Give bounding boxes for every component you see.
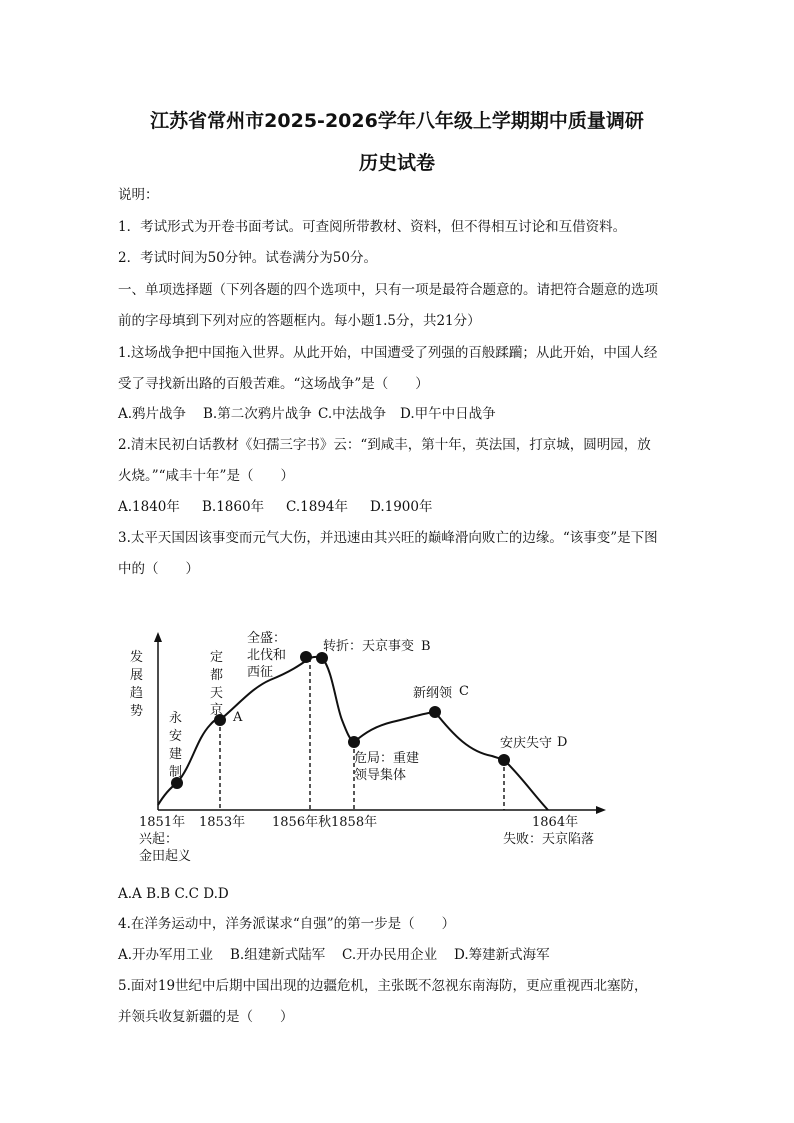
xingangling-label: 新纲领 — [413, 686, 453, 701]
quansheng-line: 北伐和 — [247, 648, 287, 663]
q3-stem-line1: 3.太平天国因该事变而元气大伤，并迅速由其兴旺的巅峰滑向败亡的边缘。“该事变”是下图 — [118, 530, 658, 546]
x-label-1864: 1864年 — [532, 815, 579, 830]
notes-label: 说明： — [118, 187, 159, 203]
q1-option-c: C.中法战争 — [318, 406, 387, 422]
section1-instructions-line2: 前的字母填到下列对应的答题框内。每小题1.5分，共21分） — [118, 313, 481, 329]
q2-option-a: A.1840年 — [118, 499, 180, 515]
yongan-char: 建 — [169, 747, 183, 762]
q2-stem-line2: 火烧。”“咸丰十年”是（ ） — [118, 468, 294, 484]
yongan-char: 安 — [169, 729, 183, 744]
dingdu-char: 都 — [210, 668, 224, 683]
y-label-char: 趋 — [130, 686, 144, 701]
y-axis-arrow-icon — [154, 632, 162, 642]
label-b: B — [421, 639, 431, 654]
quansheng-line: 全盛： — [247, 631, 287, 646]
q1-option-b: B.第二次鸦片战争 — [203, 406, 312, 422]
dingdu-char: 京 — [210, 703, 224, 718]
q2-option-b: B.1860年 — [202, 499, 265, 515]
q4-option-a: A.开办军用工业 — [118, 947, 214, 963]
start-note-line1: 兴起： — [139, 832, 179, 847]
weiju-line: 危局：重建 — [354, 751, 420, 766]
x-label-1851: 1851年 — [139, 815, 186, 830]
q5-stem-line2: 并领兵收复新疆的是（ ） — [118, 1009, 294, 1025]
dingdu-char: 天 — [210, 686, 224, 701]
quansheng-line: 西征 — [247, 665, 274, 680]
q2-option-c: C.1894年 — [286, 499, 348, 515]
q4-option-b: B.组建新式陆军 — [230, 947, 326, 963]
point-c — [429, 706, 441, 718]
point-quansheng — [300, 651, 312, 663]
q5-stem-line1: 5.面对19世纪中后期中国出现的边疆危机，主张既不忽视东南海防，更应重视西北塞防， — [118, 978, 648, 994]
y-label-char: 势 — [130, 704, 144, 719]
y-label-char: 发 — [130, 650, 144, 665]
x-label-1853: 1853年 — [199, 815, 246, 830]
x-axis-arrow-icon — [596, 806, 606, 814]
q3-stem-line2: 中的（ ） — [118, 561, 199, 577]
y-label-char: 展 — [130, 668, 144, 683]
note-1: 1．考试形式为开卷书面考试。可查阅所带教材、资料，但不得相互讨论和互借资料。 — [118, 219, 627, 235]
q4-option-d: D.筹建新式海军 — [454, 947, 550, 963]
label-d: D — [557, 735, 568, 750]
exam-subtitle: 历史试卷 — [358, 152, 435, 174]
note-2: 2．考试时间为50分钟。试卷满分为50分。 — [118, 250, 377, 266]
yongan-char: 制 — [169, 765, 183, 780]
label-a: A — [233, 710, 243, 725]
q3-options: A.A B.B C.C D.D — [118, 886, 229, 902]
point-weiju — [348, 736, 360, 748]
section1-instructions-line1: 一、单项选择题（下列各题的四个选项中，只有一项是最符合题意的。请把符合题意的选项 — [118, 282, 658, 298]
q1-option-d: D.甲午中日战争 — [400, 406, 496, 422]
exam-title: 江苏省常州市2025-2026学年八年级上学期期中质量调研 — [150, 110, 644, 132]
q4-option-c: C.开办民用企业 — [342, 947, 438, 963]
q1-stem-line1: 1.这场战争把中国拖入世界。从此开始，中国遭受了列强的百般蹂躏；从此开始，中国人经 — [118, 345, 658, 361]
label-c: C — [459, 684, 469, 699]
q1-stem-line2: 受了寻找新出路的百般苦难。“这场战争”是（ ） — [118, 376, 429, 392]
q2-option-d: D.1900年 — [370, 499, 433, 515]
zhuanzhe-label: 转折：天京事变 — [323, 639, 415, 654]
q2-stem-line1: 2.清末民初白话教材《妇孺三字书》云：“到咸丰，第十年，英法国，打京城，圆明园，放 — [118, 437, 651, 453]
x-label-1858: 1858年 — [331, 815, 378, 830]
q4-stem: 4.在洋务运动中，洋务派谋求“自强”的第一步是（ ） — [118, 916, 456, 932]
weiju-line: 领导集体 — [354, 768, 407, 783]
anqing-label: 安庆失守 — [500, 736, 553, 751]
end-note: 失败：天京陷落 — [503, 832, 595, 847]
dingdu-char: 定 — [210, 650, 224, 665]
q4-options — [118, 946, 550, 964]
start-note-line2: 金田起义 — [139, 849, 192, 864]
q1-option-a: A.鸦片战争 — [118, 406, 187, 422]
point-d — [498, 754, 510, 766]
x-label-1856: 1856年秋 — [272, 815, 332, 830]
yongan-char: 永 — [169, 711, 183, 726]
